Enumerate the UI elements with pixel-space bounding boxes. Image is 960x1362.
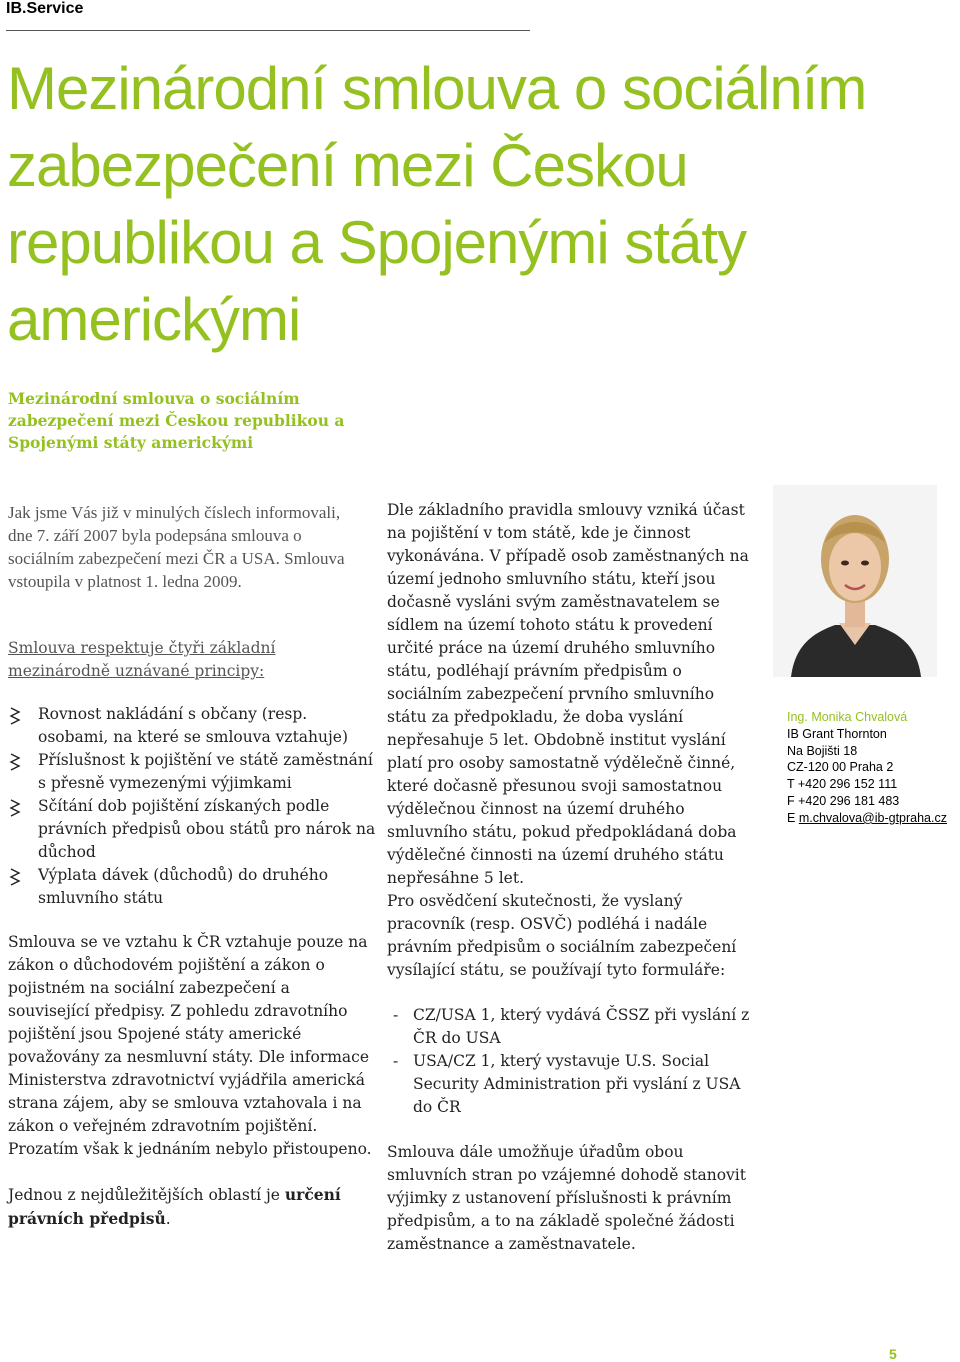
contact-fax: F +420 296 181 483	[787, 793, 900, 808]
form-text: USA/CZ 1, který vystavuje U.S. Social Security Administration při vyslání z USA do ČR	[413, 1052, 741, 1116]
left-body	[8, 931, 373, 1231]
email-prefix: E	[787, 810, 799, 825]
principle-text: Výplata dávek (důchodů) do druhého smluvního státu	[38, 866, 329, 907]
contact-city: CZ-120 00 Praha 2	[787, 760, 894, 775]
list-item	[387, 1004, 757, 1050]
middle-body	[387, 499, 757, 1256]
article-subtitle: Mezinárodní smlouva o sociálním zabezpečení mezi Českou republikou a Spojenými státy americkými	[8, 389, 345, 452]
principle-text: Rovnost nakládání s občany (resp. osobami, na které se smlouva vztahuje)	[38, 705, 349, 746]
contact-card	[787, 709, 960, 827]
list-item	[387, 1050, 757, 1119]
contact-email-row	[787, 810, 960, 827]
mid-paragraph: Dle základního pravidla smlouvy vzniká účast na pojištění v tom státě, kde je činnost vykonávána. V případě osob zaměstnaných na území jednoho smluvního státu, kteří jsou dočasně vysláni svým zaměstnavatelem se sídlem na území tohoto státu k provedení určité práce na území druhého smluvního státu, podléhají právním předpisům o sociálním zabezpečení prvního smluvního státu za předpokladu, že doba vyslání nepřesahuje 5 let. Obdobně institut vyslání platí pro osoby samostatně výdělečně činné, které dočasně přesunou svoji samostatnou výdělečnou činnost na území druhého smluvního státu, pokud předpokládaná doba výdělečné činnosti na území druhého státu nepřesáhne 5 let.	[387, 501, 749, 887]
intro-paragraph	[8, 501, 368, 593]
list-item	[8, 795, 380, 864]
dash-marker: -	[393, 1006, 399, 1024]
form-text: CZ/USA 1, který vydává ČSSZ při vyslání z ČR do USA	[413, 1006, 750, 1047]
left-paragraph-2	[8, 1183, 373, 1231]
publication-header: IB.Service	[6, 0, 84, 17]
paragraph-prefix: Jednou z nejdůležitějších oblastí je	[8, 1186, 285, 1204]
list-item	[8, 864, 380, 910]
author-photo	[773, 485, 937, 677]
paragraph-suffix: .	[165, 1210, 171, 1228]
bullet-icon	[8, 753, 22, 771]
intro-text: Jak jsme Vás již v minulých číslech informovali, dne 7. září 2007 byla podepsána smlouva o sociálním zabezpečení mezi ČR a USA. Smlouva vstoupila v platnost 1. ledna 2009.	[8, 503, 345, 591]
mid-paragraph: Pro osvědčení skutečnosti, že vyslaný pracovník (resp. OSVČ) podléhá i nadále právním předpisům o sociálním zabezpečení vysílající státu, se používají tyto formuláře:	[387, 892, 737, 979]
principles-list	[8, 703, 380, 910]
left-paragraph: Smlouva se ve vztahu k ČR vztahuje pouze na zákon o důchodovém pojištění a zákon o pojistném na sociální zabezpečení a související předpisy. Z pohledu zdravotního pojištění jsou Spojené státy americké považovány za nesmluvní státy. Dle informace Ministerstva zdravotnictví vyjádřila americká strana zájem, aby se smlouva vztahovala i na zákon o veřejném zdravotním pojištění. Prozatím však k jednáním nebylo přistoupeno.	[8, 933, 372, 1158]
list-item	[8, 703, 380, 749]
principles-heading: Smlouva respektuje čtyři základní mezinárodně uznávané principy:	[8, 639, 276, 680]
bullet-icon	[8, 868, 22, 886]
bullet-icon	[8, 707, 22, 725]
forms-list	[387, 1004, 757, 1119]
mid-paragraph: Smlouva dále umožňuje úřadům obou smluvních stran po vzájemné dohodě stanovit výjimky z ustanovení příslušnosti k právním předpisům, a to na základě společné žádosti zaměstnance a zaměstnavatele.	[387, 1143, 746, 1253]
header-divider	[6, 30, 530, 31]
contact-name: Ing. Monika Chvalová	[787, 710, 908, 724]
dash-marker: -	[393, 1052, 399, 1070]
author-portrait-image	[773, 485, 937, 677]
contact-street: Na Bojišti 18	[787, 743, 858, 758]
page-number: 5	[889, 1346, 897, 1362]
article-title: Mezinárodní smlouva o sociálním zabezpečení mezi Českou republikou a Spojenými státy americkými	[7, 55, 867, 353]
contact-phone: T +420 296 152 111	[787, 777, 898, 792]
principle-text: Příslušnost k pojištění ve státě zaměstnání s přesně vymezenými výjimkami	[38, 751, 373, 792]
contact-email-link[interactable]: m.chvalova@ib-gtpraha.cz	[798, 810, 947, 825]
emphasis-text: určení právních předpisů	[8, 1185, 341, 1228]
list-item	[8, 749, 380, 795]
principle-text: Sčítání dob pojištění získaných podle právních předpisů obou států pro nárok na důchod	[38, 797, 376, 861]
contact-company: IB Grant Thornton	[787, 726, 887, 741]
bullet-icon	[8, 799, 22, 817]
